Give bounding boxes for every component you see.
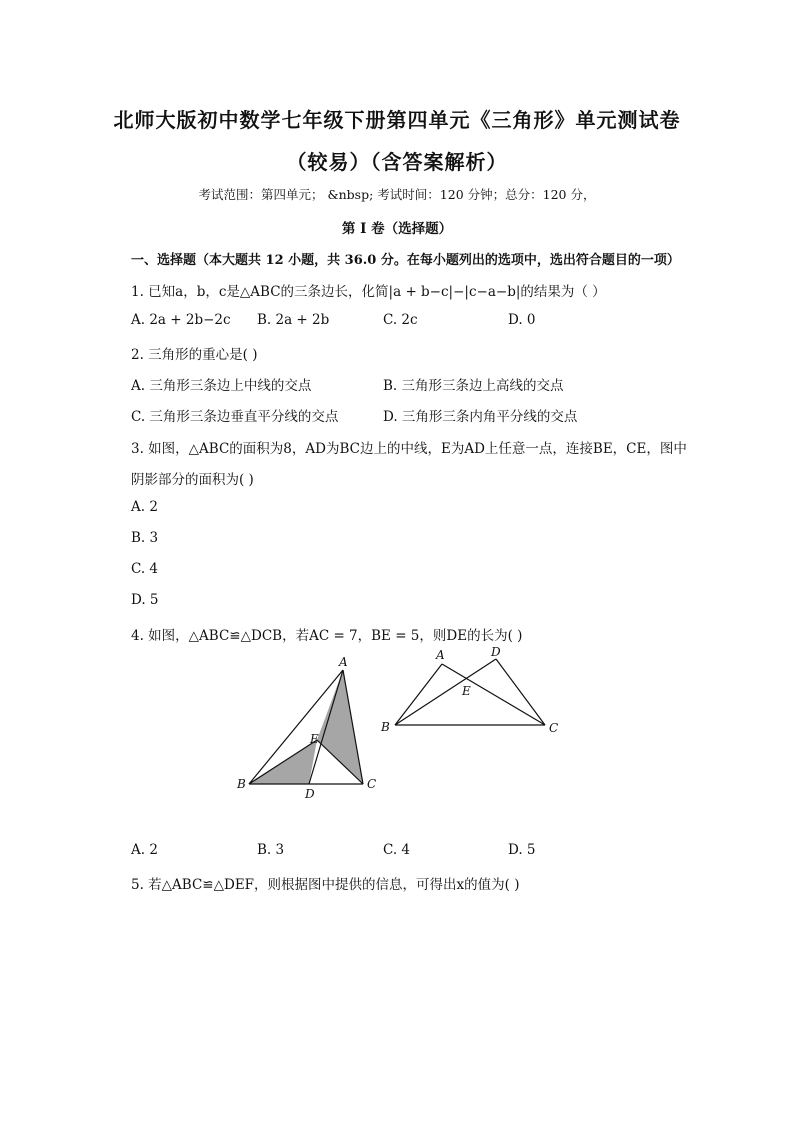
question-4-stem: 4. 如图，△ABC≌△DCB，若AC = 7，BE = 5，则DE的长为( ) — [131, 628, 523, 644]
question-3-option-c: C. 4 — [131, 561, 159, 577]
label-b: B — [381, 720, 390, 734]
question-1-option-a: A. 2a + 2b−2c — [131, 312, 231, 328]
question-3-option-d: D. 5 — [131, 592, 159, 608]
question-2-option-c: C. 三角形三条边垂直平分线的交点 — [131, 409, 339, 425]
label-c: C — [549, 721, 559, 735]
question-2-option-d: D. 三角形三条内角平分线的交点 — [383, 409, 578, 425]
shaded-region-ace — [317, 670, 363, 784]
segment-bd — [395, 659, 496, 725]
document-title-line2: （较易）（含答案解析） — [286, 150, 508, 174]
question-3-option-b: B. 3 — [131, 530, 159, 546]
question-3-option-a: A. 2 — [131, 499, 158, 515]
question-2-option-b: B. 三角形三条边上高线的交点 — [383, 378, 564, 394]
question-4-option-d: D. 5 — [508, 842, 536, 858]
figure-congruent-triangles — [376, 644, 566, 744]
segment-ab — [395, 664, 442, 725]
question-1-stem: 1. 已知a，b，c是△ABC的三条边长，化简|a + b−c|−|c−a−b|的结果为（ ） — [131, 284, 606, 300]
question-1-option-d: D. 0 — [508, 312, 536, 328]
part-heading: 第 I 卷（选择题） — [341, 221, 453, 237]
question-5-stem: 5. 若△ABC≌△DEF，则根据图中提供的信息，可得出x的值为( ) — [131, 877, 520, 893]
question-1-option-c: C. 2c — [383, 312, 418, 328]
label-a: A — [339, 655, 348, 669]
question-2-option-a: A. 三角形三条边上中线的交点 — [131, 378, 312, 394]
question-3-stem-line2: 阴影部分的面积为( ) — [131, 472, 254, 488]
figure-shaded-triangle — [232, 652, 392, 802]
label-e: E — [462, 684, 471, 698]
question-1-option-b: B. 2a + 2b — [257, 312, 330, 328]
question-4-option-b: B. 3 — [257, 842, 285, 858]
question-4-option-a: A. 2 — [131, 842, 158, 858]
question-3-stem-line1: 3. 如图，△ABC的面积为8，AD为BC边上的中线，E为AD上任意一点，连接BE，CE，图中 — [131, 441, 687, 457]
label-b: B — [237, 777, 246, 791]
question-4-option-c: C. 4 — [383, 842, 411, 858]
question-2-stem: 2. 三角形的重心是( ) — [131, 347, 258, 363]
exam-meta: 考试范围：第四单元； &nbsp; 考试时间：120 分钟；总分：120 分， — [198, 187, 596, 202]
document-title-line1: 北师大版初中数学七年级下册第四单元《三角形》单元测试卷 — [113, 108, 681, 132]
label-d: D — [491, 645, 501, 659]
label-e: E — [310, 732, 319, 746]
segment-dc — [496, 659, 545, 725]
label-a: A — [436, 648, 445, 662]
segment-ac — [442, 664, 545, 725]
label-d: D — [305, 787, 315, 801]
section-heading: 一、选择题（本大题共 12 小题，共 36.0 分。在每小题列出的选项中，选出符合题目的一项） — [131, 253, 680, 268]
label-c: C — [367, 777, 377, 791]
